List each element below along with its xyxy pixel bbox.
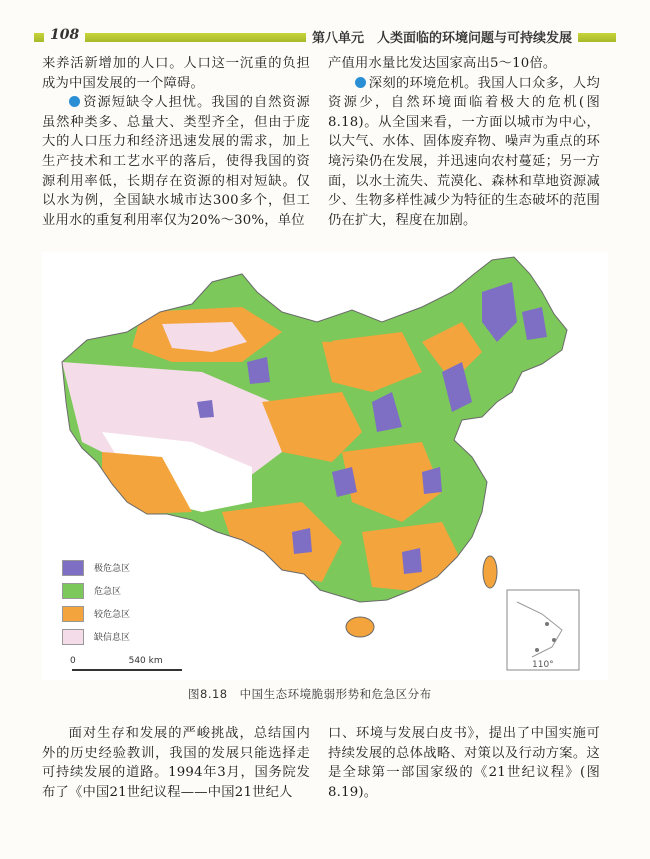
top-right-column <box>328 54 600 230</box>
bottom-left-column <box>42 724 310 802</box>
page-number: 108 <box>44 27 85 43</box>
legend-swatch-extreme <box>62 560 84 576</box>
paragraph-resources: 资源短缺令人担忧。我国的自然资源虽然种类多、总量大、类型齐全，但由于庞大的人口压力和经济迅速发展的需求，加上生产技术和工艺水平的落后，使得我国的资源利用率低，长期存在资源的相对短缺。仅以水为例，全国缺水城市达300多个，但工业用水的重复利用率仅为20%～30%，单位 <box>42 95 310 228</box>
paragraph: 产值用水量比发达国家高出5～10倍。 <box>328 56 557 71</box>
bullet-icon <box>69 96 80 107</box>
bottom-right-column <box>328 724 600 802</box>
paragraph: 面对生存和发展的严峻挑战，总结国内外的历史经验教训，我国的发展只能选择走可持续发展的道路。1994年3月，国务院发布了《中国21世纪议程——中国21世纪人 <box>42 726 310 800</box>
map-legend <box>62 556 130 648</box>
legend-item <box>62 556 130 579</box>
legend-swatch-critical <box>62 583 84 599</box>
legend-item <box>62 602 130 625</box>
paragraph: 来养活新增加的人口。人口这一沉重的负担成为中国发展的一个障碍。 <box>42 56 310 91</box>
chapter-title: 第八单元 人类面临的环境问题与可持续发展 <box>306 27 578 46</box>
legend-label: 缺信息区 <box>94 633 131 643</box>
legend-item <box>62 625 130 648</box>
legend-label: 较危急区 <box>94 610 131 620</box>
paragraph: 口、环境与发展白皮书》，提出了中国实施可持续发展的总体战略、对策以及行动方案。这是全球第一部国家级的《21世纪议程》(图8.19)。 <box>328 726 600 800</box>
bullet-icon <box>355 77 366 88</box>
paragraph-environment: 深刻的环境危机。我国人口众多，人均资源少，自然环境面临着极大的危机(图8.18)。从全国来看，一方面以城市为中心，以大气、水体、固体废弃物、噪声为重点的环境污染仍在发展，并迅速向农村蔓延；另一方面，以水土流失、荒漠化、森林和草地资源减少、生物多样性减少为特征的生态破坏的范围仍在扩大，程度在加剧。 <box>328 75 600 228</box>
legend-swatch-moderate <box>62 606 84 622</box>
legend-item <box>62 579 130 602</box>
running-header <box>34 27 616 51</box>
scale-bar-label: 0 540 km <box>70 656 163 666</box>
inset-longitude-label: 110° <box>532 660 554 670</box>
legend-swatch-no-info <box>62 629 84 645</box>
legend-label: 危急区 <box>94 587 122 597</box>
figure-caption: 图8.18 中国生态环境脆弱形势和危急区分布 <box>188 687 432 701</box>
top-left-column <box>42 54 310 230</box>
legend-label: 极危急区 <box>94 564 131 574</box>
